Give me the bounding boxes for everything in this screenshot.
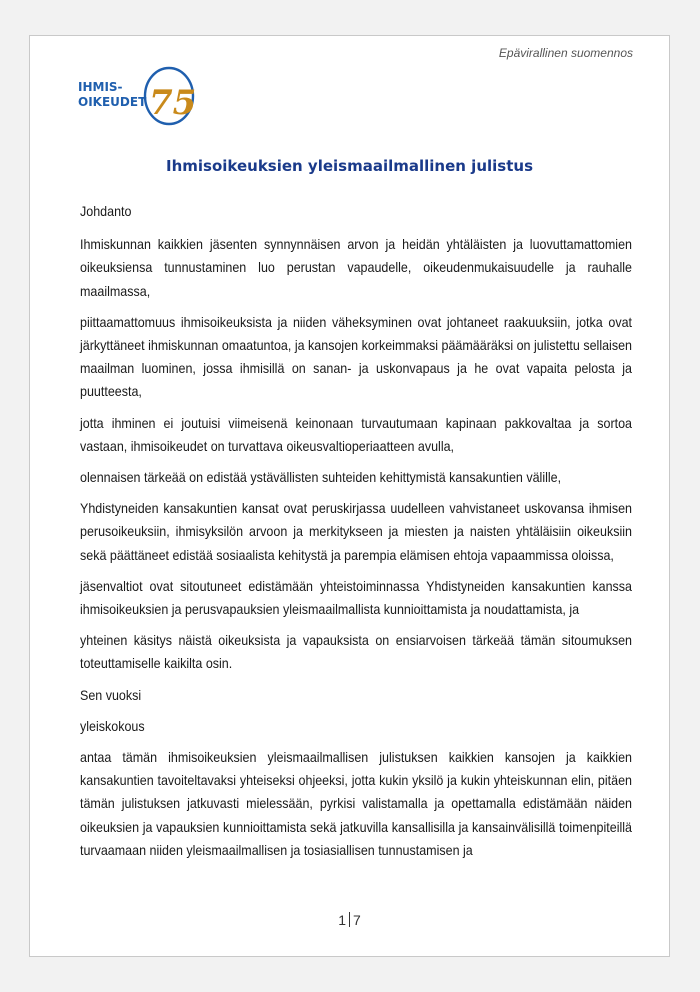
paragraph: olennaisen tärkeää on edistää ystävällisten suhteiden kehittymistä kansakuntien välille, — [80, 470, 562, 486]
translation-note: Epävirallinen suomennos — [498, 46, 633, 60]
paragraph: Sen vuoksi — [80, 687, 142, 703]
paragraph: piittaamattomuus ihmisoikeuksista ja niiden väheksyminen ovat johtaneet raakuuksiin, jotka ovat järkyttäneet ihmiskunnan omaatuntoa, ja kansojen korkeimmaksi päämääräksi on julistettu sellaisen maailman luominen, jossa ihmisillä on sanan- ja uskonvapaus ja he ovat vapaita pelosta ja puutteesta, — [80, 314, 632, 400]
paragraph: antaa tämän ihmisoikeuksien yleismaailmallisen julistuksen kaikkien kansojen ja kaikkien kansakuntien tavoiteltavaksi yhteiseksi ohjeeksi, jotta kukin yksilö ja kukin yhteiskunnan elin, pitäen tämän julistuksen jatkuvasti mielessään, pyrkisi valistamalla ja opettamalla edistämään näiden oikeuksien ja vapauksien kunnioittamista sekä jatkuvilla kansallisilla ja kansainvälisillä toimenpiteillä turvaamaan niiden yleismaailmallisen ja tosiasiallisen tunnustamisen ja — [80, 750, 632, 858]
paragraph: Yhdistyneiden kansakuntien kansat ovat peruskirjassa uudelleen vahvistaneet uskovansa ihmisen perusoikeuksiin, ihmisyksilön arvoon ja merkitykseen ja miesten ja naisten yhtäläisiin oikeuksiin sekä päättäneet edistää sosiaalista kehitystä ja parempia elämisen ehtoja vapaammissa oloissa, — [80, 501, 632, 563]
paragraph: yhteinen käsitys näistä oikeuksista ja vapauksista on ensiarvoisen tärkeää tämän sitoumuksen toteuttamiselle kaikilta osin. — [80, 633, 632, 672]
human-rights-75-logo — [76, 66, 196, 128]
section-heading: Johdanto — [80, 204, 132, 219]
document-title: Ihmisoikeuksien yleismaailmallinen julistus — [165, 157, 533, 175]
page-separator — [349, 912, 350, 927]
page-total: 7 — [353, 912, 361, 928]
logo-text-line2: OIKEUDET — [78, 95, 147, 109]
paragraph: Ihmiskunnan kaikkien jäsenten synnynnäisen arvon ja heidän yhtäläisten ja luovuttamattomien oikeuksiensa tunnustaminen luo perustan vapaudelle, oikeudenmukaisuudelle ja rauhalle maailmassa, — [80, 237, 632, 299]
paragraph: yleiskokous — [80, 718, 145, 734]
document-body — [80, 200, 632, 870]
page-number — [30, 912, 669, 928]
document-page — [29, 35, 670, 957]
page-current: 1 — [338, 912, 346, 928]
paragraph: jotta ihminen ei joutuisi viimeisenä keinonaan turvautumaan kapinaan pakkovaltaa ja sortoa vastaan, ihmisoikeudet on turvattava oikeusvaltioperiaatteen avulla, — [80, 415, 632, 454]
logo-number: 75 — [149, 83, 196, 123]
paragraph: jäsenvaltiot ovat sitoutuneet edistämään yhteistoiminnassa Yhdistyneiden kansakuntien kanssa ihmisoikeuksien ja perusvapauksien yleismaailmallista kunnioittamista ja noudattamista, ja — [80, 578, 632, 618]
logo-text-line1: IHMIS- — [78, 80, 123, 94]
